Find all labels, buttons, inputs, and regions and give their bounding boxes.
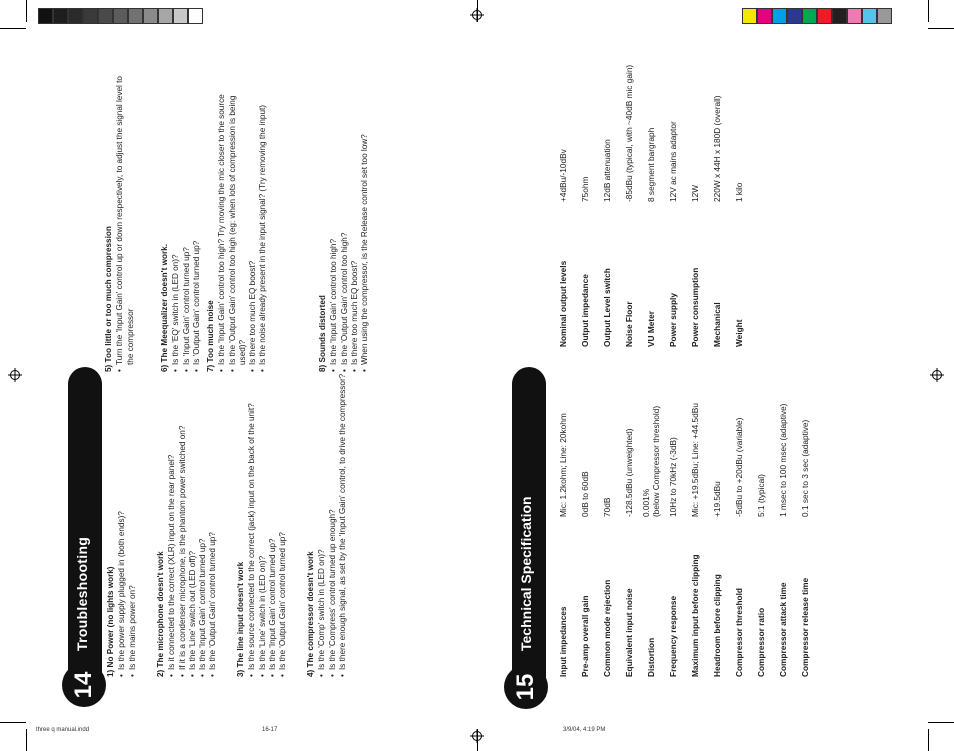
- spec-value: +4dBu/-10dBv: [558, 149, 568, 202]
- section-heading: 8) Sounds distorted: [318, 295, 327, 372]
- section-heading: 2) The microphone doesn't work: [156, 551, 165, 677]
- checklist-item: • Is the 'Compress' control turned up enough?: [328, 117, 338, 677]
- color-swatch: [817, 8, 832, 24]
- spec-label: Power consumption: [690, 267, 700, 347]
- spec-label: Nominal output levels: [558, 260, 568, 347]
- color-swatch: [847, 8, 862, 24]
- troubleshooting-section: [104, 72, 136, 372]
- spec-table-continued: [558, 47, 818, 347]
- troubleshooting-section: [318, 72, 370, 372]
- color-swatch: [742, 8, 757, 24]
- spec-value: 12V ac mains adaptor: [668, 121, 678, 202]
- spec-label: Mechanical: [712, 302, 722, 347]
- spec-value: 12dB attenuation: [602, 139, 612, 202]
- spec-value: 1 kilo: [734, 182, 744, 202]
- checklist-item: • Is there enough signal, as set by the 'Input Gain' control, to drive the compressor?: [338, 117, 348, 677]
- checklist-item: • Is the 'Output Gain' control turned up?: [208, 117, 218, 677]
- spec-value: 10Hz to 70kHz (-3dB): [668, 437, 678, 517]
- spec-label: Weight: [734, 319, 744, 347]
- color-swatch: [158, 8, 173, 24]
- footer-filename: three q manual.indd: [36, 727, 90, 733]
- checklist-item: • Is the 'Comp' switch in (LED on)?: [317, 117, 327, 677]
- color-swatch: [802, 8, 817, 24]
- checklist-item: • Is there too much EQ boost?: [350, 72, 360, 372]
- spec-value: -128.5dBu (unweighted): [624, 428, 634, 517]
- spec-value: 0.001%: [641, 488, 651, 517]
- color-swatch: [83, 8, 98, 24]
- spec-label: Pre-amp overall gain: [580, 595, 590, 677]
- color-swatch: [862, 8, 877, 24]
- registration-mark-icon: [470, 8, 484, 22]
- checklist-item: • Is 'Input Gain' control turned up?: [182, 72, 192, 372]
- checklist-item: • Is it connected to the correct (XLR) input on the rear panel?: [167, 117, 177, 677]
- page-number: 14: [62, 663, 106, 707]
- crop-mark: [26, 0, 27, 22]
- color-swatch: [98, 8, 113, 24]
- checklist-item: • Is the 'Input Gain' control turned up?: [198, 117, 208, 677]
- color-swatch: [757, 8, 772, 24]
- color-swatch: [143, 8, 158, 24]
- checklist-item: • Is the 'Input Gain' control turned up?: [268, 117, 278, 677]
- registration-mark-icon: [8, 368, 22, 382]
- checklist-item: • Is the 'Input Gain' control too high?: [329, 72, 339, 372]
- spec-label: VU Meter: [646, 311, 656, 347]
- spec-value: 70dB: [602, 497, 612, 517]
- section-heading: 5) Too little or too much compression: [104, 226, 113, 372]
- spec-label: Headroom before clipping: [712, 574, 722, 677]
- color-swatch: [53, 8, 68, 24]
- checklist-item: • Is the 'Output Gain' control too high (eg: when lots of compression is being used)?: [228, 72, 249, 372]
- checklist-item: • Is the source connected to the correct (jack) input on the back of the unit?: [247, 117, 257, 677]
- crop-mark: [0, 28, 26, 29]
- spec-label: Common mode rejection: [602, 579, 612, 677]
- spec-label: Power supply: [668, 293, 678, 347]
- section-heading: 4) The compressor doesn't work: [306, 551, 315, 677]
- spec-label: Maximum input before clipping: [690, 554, 700, 677]
- spec-value-note: (below Compressor threshold): [651, 405, 661, 517]
- section-heading: 7) Too much noise: [206, 300, 215, 372]
- checklist-item: • Is the 'Line' switch out (LED off)?: [188, 117, 198, 677]
- checklist-item: • Is the 'Input Gain' control too high? Try moving the mic closer to the source: [217, 72, 227, 372]
- color-swatch: [68, 8, 83, 24]
- spec-value: 0.1 sec to 3 sec (adaptive): [800, 419, 810, 517]
- color-swatch: [832, 8, 847, 24]
- page-15-specification: [512, 57, 942, 701]
- color-swatch: [38, 8, 53, 24]
- crop-mark: [0, 722, 26, 723]
- registration-mark-icon: [470, 729, 484, 743]
- spec-value: 0dB to 60dB: [580, 471, 590, 517]
- spec-label: Equivalent input noise: [624, 588, 634, 677]
- spec-value: 220W x 44H x 180D (overall): [712, 95, 722, 202]
- spec-table: [558, 377, 888, 677]
- footer-timestamp: 3/9/04, 4:19 PM: [563, 727, 606, 733]
- spec-label: Compressor attack time: [778, 582, 788, 677]
- spec-value: -5dBu to +20dBu (variable): [734, 417, 744, 517]
- checklist-item: • Is the noise already present in the input signal? (Try removing the input): [258, 72, 268, 372]
- spec-label: Distortion: [646, 637, 656, 677]
- troubleshooting-section: [160, 72, 202, 372]
- color-swatch: [772, 8, 787, 24]
- footer-pages: 16-17: [262, 727, 278, 733]
- spec-label: Output impedance: [580, 274, 590, 347]
- crop-mark: [928, 729, 929, 751]
- checklist-item: • Is there too much EQ boost?: [248, 72, 258, 372]
- spec-value: 1 msec to 100 msec (adaptive): [778, 403, 788, 517]
- spec-value: 75ohm: [580, 176, 590, 202]
- crop-mark: [928, 28, 954, 29]
- spec-label: Noise Floor: [624, 301, 634, 347]
- crop-mark: [26, 729, 27, 751]
- color-swatch: [113, 8, 128, 24]
- checklist-item: • Is the mains power on?: [128, 117, 138, 677]
- checklist-item: • When using the compressor, is the Release control set too low?: [360, 72, 370, 372]
- spec-value: Mic: +19.5dBu; Line: +44.5dBu: [690, 403, 700, 517]
- checklist-item: • Is the 'Output Gain' control turned up?: [278, 117, 288, 677]
- spec-value: -85dBu (typical, with ~40dB mic gain): [624, 64, 634, 202]
- checklist-item: • Is 'Output Gain' control turned up?: [192, 72, 202, 372]
- cmyk-color-bar: [742, 8, 892, 24]
- spec-label: Output Level switch: [602, 268, 612, 347]
- spec-label: Compressor release time: [800, 577, 810, 677]
- crop-mark: [928, 722, 954, 723]
- color-swatch: [173, 8, 188, 24]
- section-header: [512, 367, 546, 697]
- spec-value: 5:1 (typical): [756, 474, 766, 517]
- page-15-troubleshooting-panel: [88, 72, 378, 372]
- section-heading: 1) No Power (no lights work): [106, 566, 115, 677]
- section-title: Troubleshooting: [74, 536, 90, 651]
- checklist-item: • Is the 'EQ' switch in (LED on)?: [171, 72, 181, 372]
- checklist-item: • Is the 'Output Gain' control too high?: [340, 72, 350, 372]
- checklist-item: • Is the 'Line' switch in (LED on)?: [258, 117, 268, 677]
- color-swatch: [877, 8, 892, 24]
- spec-label: Compressor threshold: [734, 588, 744, 677]
- troubleshooting-section: [206, 72, 269, 372]
- section-header: [68, 367, 102, 697]
- spec-value: 8 segment bargraph: [646, 127, 656, 202]
- color-swatch: [787, 8, 802, 24]
- page-number: 15: [504, 665, 548, 709]
- grey-scale-bar: [38, 8, 203, 24]
- spec-value: 12W: [690, 184, 700, 202]
- checklist-item: • Turn the 'Input Gain' control up or down respectively, to adjust the signal level to the compressor: [115, 72, 136, 372]
- section-title: Technical Specification: [518, 496, 534, 651]
- spec-label: Compressor ratio: [756, 607, 766, 677]
- spec-value: Mic: 1.2kohm; Line: 20kohm: [558, 413, 568, 517]
- color-swatch: [188, 8, 203, 24]
- section-heading: 3) The line input doesn't work: [236, 561, 245, 677]
- color-swatch: [128, 8, 143, 24]
- section-heading: 6) The Meequalizer doesn't work.: [160, 244, 169, 372]
- spec-value: +19.5dBu: [712, 481, 722, 517]
- crop-mark: [928, 0, 929, 22]
- spec-label: Input impedances: [558, 606, 568, 677]
- spec-label: Frequency response: [668, 595, 678, 677]
- checklist-item: • If it is a condenser microphone, is the phantom power switched on?: [178, 117, 188, 677]
- checklist-item: • Is the power supply plugged in (both ends)?: [117, 117, 127, 677]
